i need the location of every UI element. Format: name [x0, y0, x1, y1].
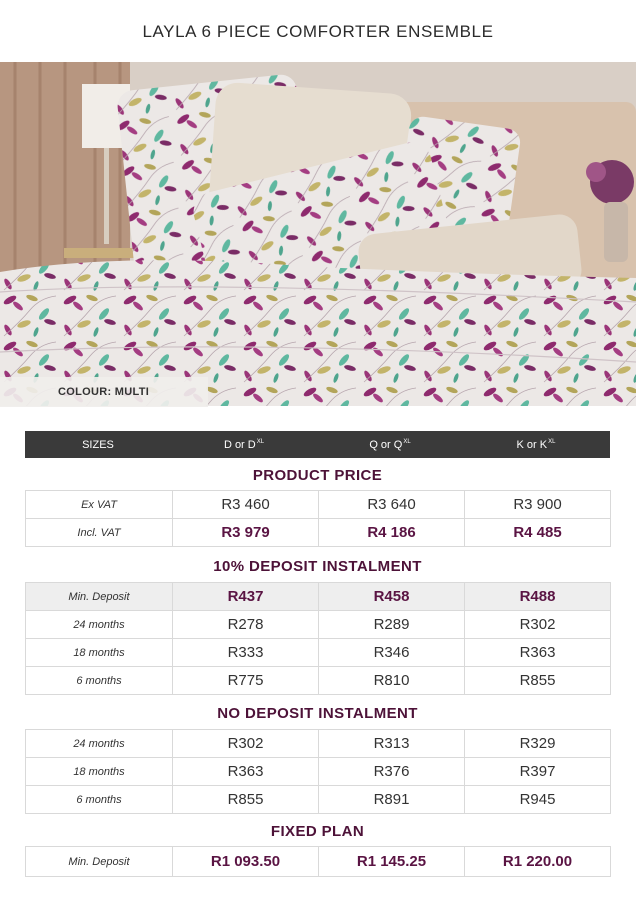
price-cell: R3 979 — [173, 519, 319, 547]
fixed-plan-table — [25, 846, 611, 877]
row-label: Min. Deposit — [26, 847, 173, 877]
price-cell: R488 — [465, 583, 611, 611]
row-label: Incl. VAT — [26, 519, 173, 547]
sizes-header — [25, 431, 171, 458]
row-label: 18 months — [26, 639, 173, 667]
table-row — [26, 667, 611, 695]
price-cell: R945 — [465, 786, 611, 814]
size-king-sup: XL — [548, 438, 556, 445]
price-cell: R333 — [173, 639, 319, 667]
price-cell: R3 900 — [465, 491, 611, 519]
price-cell: R363 — [173, 758, 319, 786]
size-king-label: K or K — [516, 438, 548, 451]
price-cell: R891 — [319, 786, 465, 814]
price-cell: R302 — [465, 611, 611, 639]
row-label: 24 months — [26, 730, 173, 758]
row-label: Min. Deposit — [26, 583, 173, 611]
no-deposit-title: NO DEPOSIT INSTALMENT — [217, 705, 418, 722]
product-photo — [0, 62, 636, 406]
price-cell: R346 — [319, 639, 465, 667]
price-cell: R458 — [319, 583, 465, 611]
price-cell: R329 — [465, 730, 611, 758]
price-cell: R313 — [319, 730, 465, 758]
size-double-label: D or D — [223, 438, 256, 451]
colour-label: COLOUR: MULTI — [0, 377, 208, 407]
table-row — [26, 847, 611, 877]
size-queen-sup: XL — [403, 438, 411, 445]
table-row — [26, 758, 611, 786]
price-cell: R376 — [319, 758, 465, 786]
fixed-plan-title: FIXED PLAN — [270, 823, 365, 840]
price-cell: R1 093.50 — [173, 847, 319, 877]
no-deposit-table — [25, 729, 611, 814]
product-price-title: PRODUCT PRICE — [252, 467, 383, 484]
price-cell: R363 — [465, 639, 611, 667]
price-cell: R855 — [173, 786, 319, 814]
price-cell: R3 460 — [173, 491, 319, 519]
table-row — [26, 730, 611, 758]
size-king-header — [463, 431, 609, 458]
size-double-sup: XL — [256, 438, 265, 445]
table-row — [26, 583, 611, 611]
price-cell: R4 186 — [319, 519, 465, 547]
table-row — [26, 786, 611, 814]
price-cell: R302 — [173, 730, 319, 758]
size-double-header — [171, 431, 317, 458]
sizes-label: SIZES — [82, 438, 114, 451]
product-price-table — [25, 490, 611, 547]
size-queen-header — [317, 431, 463, 458]
price-cell: R437 — [173, 583, 319, 611]
price-cell: R3 640 — [319, 491, 465, 519]
table-row — [26, 639, 611, 667]
price-cell: R1 220.00 — [465, 847, 611, 877]
price-cell: R855 — [465, 667, 611, 695]
row-label: 6 months — [26, 786, 173, 814]
price-cell: R397 — [465, 758, 611, 786]
table-row — [26, 519, 611, 547]
deposit-10-title: 10% DEPOSIT INSTALMENT — [213, 558, 422, 575]
price-cell: R775 — [173, 667, 319, 695]
price-cell: R289 — [319, 611, 465, 639]
deposit-10-table — [25, 582, 611, 695]
row-label: 6 months — [26, 667, 173, 695]
price-cell: R810 — [319, 667, 465, 695]
table-row — [26, 611, 611, 639]
sizes-header-bar — [25, 431, 610, 458]
row-label: 18 months — [26, 758, 173, 786]
price-cell: R1 145.25 — [319, 847, 465, 877]
price-cell: R278 — [173, 611, 319, 639]
size-queen-label: Q or Q — [369, 438, 403, 451]
table-row — [26, 491, 611, 519]
price-cell: R4 485 — [465, 519, 611, 547]
page-title: LAYLA 6 PIECE COMFORTER ENSEMBLE — [142, 22, 494, 41]
row-label: 24 months — [26, 611, 173, 639]
row-label: Ex VAT — [26, 491, 173, 519]
